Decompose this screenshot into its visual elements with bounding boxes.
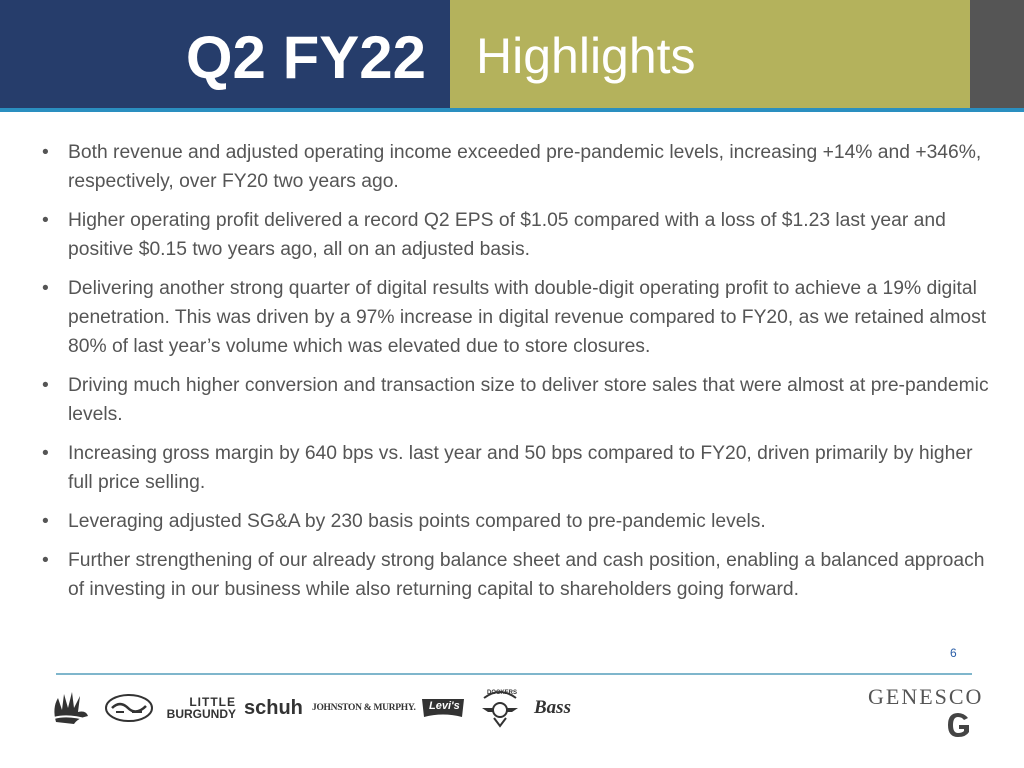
- footer-divider: [56, 673, 972, 675]
- highlight-text: Both revenue and adjusted operating income exceeded pre-pandemic levels, increasing +14% and +346%, respectively, over FY20 two years ago.: [68, 142, 982, 192]
- bullet-glyph: •: [42, 443, 49, 464]
- highlight-item: [42, 138, 992, 196]
- slide-title: Highlights: [476, 28, 696, 84]
- little-burgundy-line2: BURGUNDY: [166, 706, 236, 721]
- johnston-murphy-logo: [312, 686, 416, 730]
- little-burgundy-logo: [166, 686, 236, 730]
- schuh-logo: [244, 686, 304, 730]
- slide-title-period: Q2 FY22: [185, 24, 426, 91]
- g-mark-icon: [944, 710, 974, 740]
- journeys-kidz-logo: [104, 686, 156, 730]
- highlight-text: Delivering another strong quarter of digital results with double-digit operating profit to achieve a 19% digital penetration. This was driven by a 97% increase in digital revenue compared to FY20, as we retained almost 80% of last year’s volume which was elevated due to store closures.: [68, 278, 987, 357]
- highlight-text: Higher operating profit delivered a record Q2 EPS of $1.05 compared with a loss of $1.23 last year and positive $0.15 two years ago, all on an adjusted basis.: [68, 210, 946, 260]
- header-gray-band: [970, 0, 1024, 110]
- schuh-wordmark: schuh: [244, 696, 303, 719]
- highlight-item: [42, 274, 992, 361]
- highlight-item: [42, 371, 992, 429]
- bullet-glyph: •: [42, 375, 49, 396]
- bass-wordmark: Bass: [534, 697, 571, 718]
- journeys-logo: [48, 686, 96, 730]
- levis-wordmark: Levi's: [429, 700, 460, 712]
- highlight-item: [42, 546, 992, 604]
- dockers-logo: [478, 686, 524, 730]
- company-name: GENESCO: [868, 684, 984, 709]
- levis-logo: [420, 686, 468, 730]
- bullet-glyph: •: [42, 550, 49, 571]
- dockers-wordmark: DOCKERS: [487, 690, 518, 696]
- highlight-item: [42, 439, 992, 497]
- bullet-glyph: •: [42, 278, 49, 299]
- bullet-glyph: •: [42, 210, 49, 231]
- highlight-text: Leveraging adjusted SG&A by 230 basis points compared to pre-pandemic levels.: [68, 511, 766, 532]
- highlight-text: Increasing gross margin by 640 bps vs. last year and 50 bps compared to FY20, driven primarily by higher full price selling.: [68, 443, 973, 493]
- bullet-glyph: •: [42, 142, 49, 163]
- highlights-list: [42, 138, 992, 614]
- bass-logo: [534, 686, 584, 730]
- page-number: 6: [950, 646, 957, 660]
- johnston-murphy-wordmark: JOHNSTON & MURPHY.: [312, 703, 416, 713]
- highlight-text: Driving much higher conversion and transaction size to deliver store sales that were almost at pre-pandemic levels.: [68, 375, 989, 425]
- little-burgundy-line1: LITTLE: [189, 694, 236, 709]
- highlight-item: [42, 206, 992, 264]
- brand-logo-strip: [48, 686, 608, 730]
- highlight-text: Further strengthening of our already strong balance sheet and cash position, enabling a balanced approach of investing in our business while also returning capital to shareholders going forward.: [68, 550, 985, 600]
- bullet-glyph: •: [42, 511, 49, 532]
- highlight-item: [42, 507, 992, 536]
- header-accent-line: [0, 108, 1024, 112]
